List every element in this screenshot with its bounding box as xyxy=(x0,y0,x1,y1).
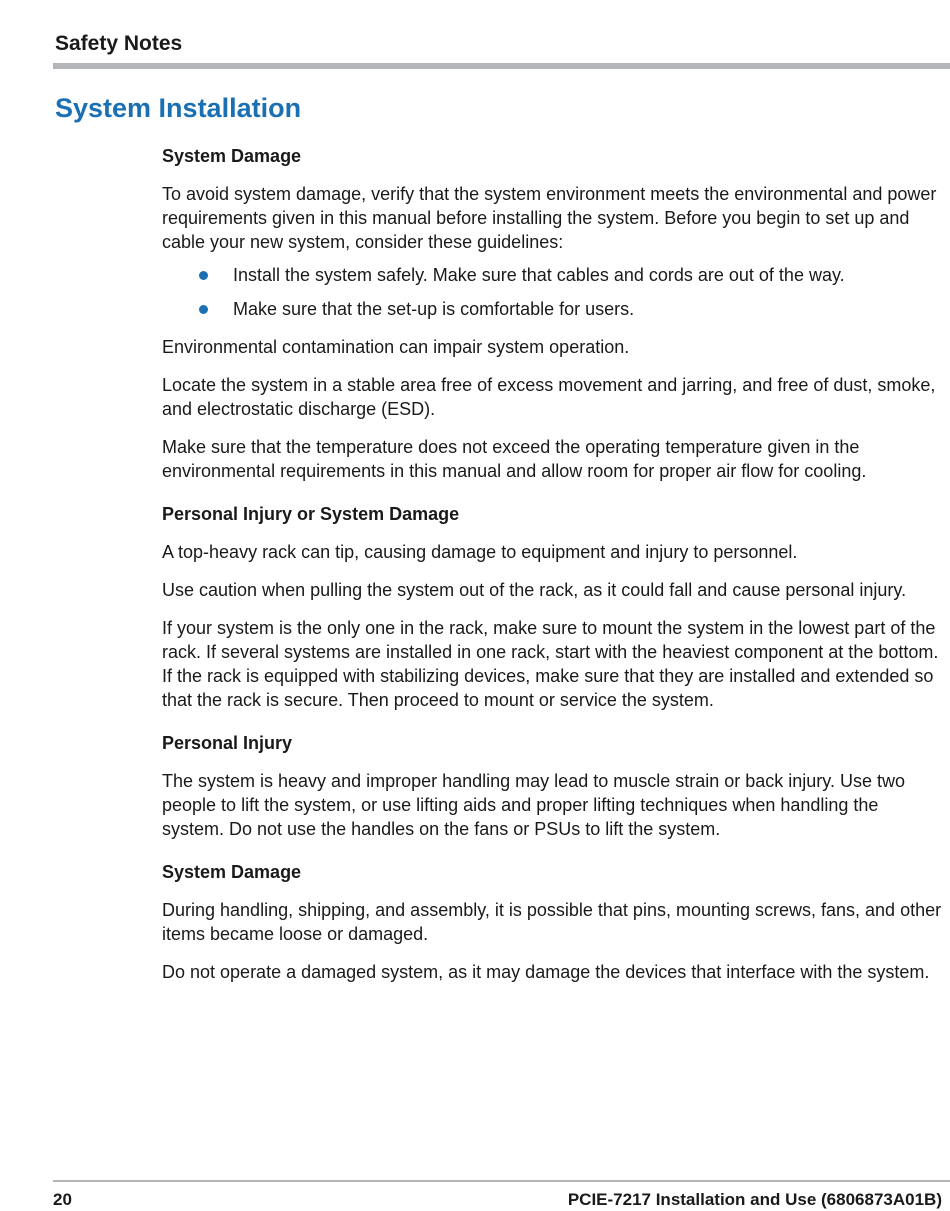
section-title: System Installation xyxy=(55,93,302,123)
paragraph: If your system is the only one in the rack, make sure to mount the system in the lowest part of the rack. If several systems are installed in one rack, start with the heaviest component at the bottom. If the rack is equipped with stabilizing devices, make sure that they are installed and extended so that the rack is secure. Then proceed to mount or service the system. xyxy=(162,618,939,710)
bullet-icon xyxy=(199,305,208,314)
header-rule xyxy=(53,63,950,69)
paragraph: Locate the system in a stable area free of excess movement and jarring, and free of dust, smoke, and electrostatic discharge (ESD). xyxy=(162,375,936,419)
guidelines-list xyxy=(162,263,944,321)
list-item-text: Make sure that the set-up is comfortable for users. xyxy=(233,299,635,319)
block-heading-system-damage: System Damage xyxy=(162,862,302,882)
paragraph: The system is heavy and improper handling may lead to muscle strain or back injury. Use two people to lift the system, or use lifting aids and proper lifting techniques when handling the system. Do not use the handles on the fans or PSUs to lift the system. xyxy=(162,771,905,839)
paragraph: Do not operate a damaged system, as it may damage the devices that interface with the system. xyxy=(162,962,930,982)
paragraph: Environmental contamination can impair system operation. xyxy=(162,337,630,357)
paragraph: Use caution when pulling the system out of the rack, as it could fall and cause personal injury. xyxy=(162,580,907,600)
block-heading-system-damage: System Damage xyxy=(162,146,302,166)
list-item-text: Install the system safely. Make sure that cables and cords are out of the way. xyxy=(233,265,845,285)
document-title: PCIE-7217 Installation and Use (6806873A01B) xyxy=(567,1190,942,1209)
list-item xyxy=(162,297,944,321)
document-body xyxy=(162,144,944,984)
footer-rule xyxy=(53,1180,950,1182)
block-heading-personal-injury: Personal Injury xyxy=(162,733,293,753)
paragraph: A top-heavy rack can tip, causing damage to equipment and injury to personnel. xyxy=(162,542,798,562)
paragraph: Make sure that the temperature does not exceed the operating temperature given in the environmental requirements in this manual and allow room for proper air flow for cooling. xyxy=(162,437,867,481)
bullet-icon xyxy=(199,271,208,280)
running-header: Safety Notes xyxy=(55,32,183,55)
paragraph: During handling, shipping, and assembly, it is possible that pins, mounting screws, fans, and other items became loose or damaged. xyxy=(162,900,942,944)
page-number: 20 xyxy=(53,1190,72,1209)
block-heading-personal-injury-or-system-damage: Personal Injury or System Damage xyxy=(162,504,460,524)
list-item xyxy=(162,263,944,287)
paragraph: To avoid system damage, verify that the system environment meets the environmental and power requirements given in this manual before installing the system. Before you begin to set up and cable your new system, consider these guidelines: xyxy=(162,184,937,252)
